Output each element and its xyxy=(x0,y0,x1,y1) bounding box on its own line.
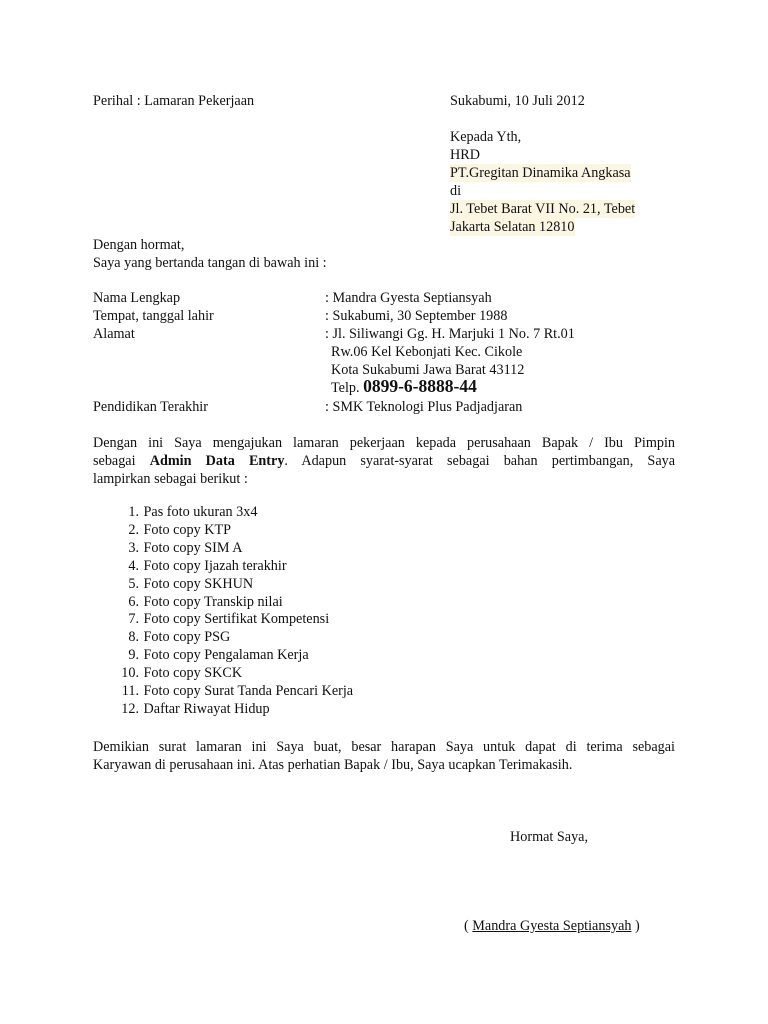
recipient-company: PT.Gregitan Dinamika Angkasa xyxy=(450,165,631,181)
signature-block xyxy=(464,917,640,935)
body-paragraph xyxy=(93,434,675,488)
signature-close-paren: ) xyxy=(635,918,640,934)
body-line-1: Dengan ini Saya mengajukan lamaran pekerjaan kepada perusahaan Bapak / Ibu Pimpin xyxy=(93,435,675,451)
closing-paragraph xyxy=(93,738,675,774)
name-value: : Mandra Gyesta Septiansyah xyxy=(325,290,492,306)
signature-name: Mandra Gyesta Septiansyah xyxy=(472,918,632,934)
recipient-kepada: Kepada Yth, xyxy=(450,129,522,145)
list-item: 1. Pas foto ukuran 3x4 xyxy=(128,504,258,520)
closing-line-2: Karyawan di perusahaan ini. Atas perhatian Bapak / Ibu, Saya ucapkan Terimakasih. xyxy=(93,757,573,773)
address-label: Alamat xyxy=(93,326,135,342)
job-position: Admin Data Entry xyxy=(149,453,285,469)
list-item: 10. Foto copy SKCK xyxy=(121,665,243,682)
address-line-3: Kota Sukabumi Jawa Barat 43112 xyxy=(331,362,525,378)
list-item: 2. Foto copy KTP xyxy=(128,521,232,538)
list-item: 5. Foto copy SKHUN xyxy=(128,575,254,592)
phone-number: 0899-6-8888-44 xyxy=(363,376,477,396)
list-item: 11. Foto copy Surat Tanda Pencari Kerja xyxy=(121,683,354,700)
closing-line-1: Demikian surat lamaran ini Saya buat, besar harapan Saya untuk dapat di terima sebagai xyxy=(93,739,675,755)
list-item: 9. Foto copy Pengalaman Kerja xyxy=(128,647,309,664)
recipient-di: di xyxy=(450,183,462,199)
place-date: Sukabumi, 10 Juli 2012 xyxy=(450,93,585,109)
list-item: 6. Foto copy Transkip nilai xyxy=(128,593,283,610)
body-line-3: lampirkan sebagai berikut : xyxy=(93,471,248,487)
attachment-list xyxy=(116,504,353,719)
body-line-2 xyxy=(93,452,675,470)
recipient-hrd: HRD xyxy=(450,147,480,163)
list-item: 12. Daftar Riwayat Hidup xyxy=(121,700,270,717)
recipient-address-2: Jakarta Selatan 12810 xyxy=(450,219,575,235)
education-value: : SMK Teknologi Plus Padjadjaran xyxy=(325,399,523,415)
list-item: 4. Foto copy Ijazah terakhir xyxy=(128,557,287,574)
subject-line: Perihal : Lamaran Pekerjaan xyxy=(93,93,255,109)
address-line-2: Rw.06 Kel Kebonjati Kec. Cikole xyxy=(331,344,523,360)
list-item: 7. Foto copy Sertifikat Kompetensi xyxy=(128,611,330,628)
recipient-address-1: Jl. Tebet Barat VII No. 21, Tebet xyxy=(450,201,636,217)
address-line-1: : Jl. Siliwangi Gg. H. Marjuki 1 No. 7 Rt.01 xyxy=(325,326,575,342)
education-label: Pendidikan Terakhir xyxy=(93,399,208,415)
birth-label: Tempat, tanggal lahir xyxy=(93,308,214,324)
signature-open-paren: ( xyxy=(464,918,469,934)
list-item: 3. Foto copy SIM A xyxy=(128,539,243,556)
body-line-2-post: . Adapun syarat-syarat sebagai bahan pertimbangan, Saya xyxy=(284,453,676,469)
name-label: Nama Lengkap xyxy=(93,290,181,306)
phone-prefix: Telp. xyxy=(331,380,360,396)
closing-salutation: Hormat Saya, xyxy=(510,829,589,845)
body-line-2-pre: sebagai xyxy=(93,453,136,469)
birth-value: : Sukabumi, 30 September 1988 xyxy=(325,308,508,324)
list-item: 8. Foto copy PSG xyxy=(128,629,231,646)
intro-line: Saya yang bertanda tangan di bawah ini : xyxy=(93,255,327,271)
greeting: Dengan hormat, xyxy=(93,237,185,253)
phone-line xyxy=(331,377,477,397)
